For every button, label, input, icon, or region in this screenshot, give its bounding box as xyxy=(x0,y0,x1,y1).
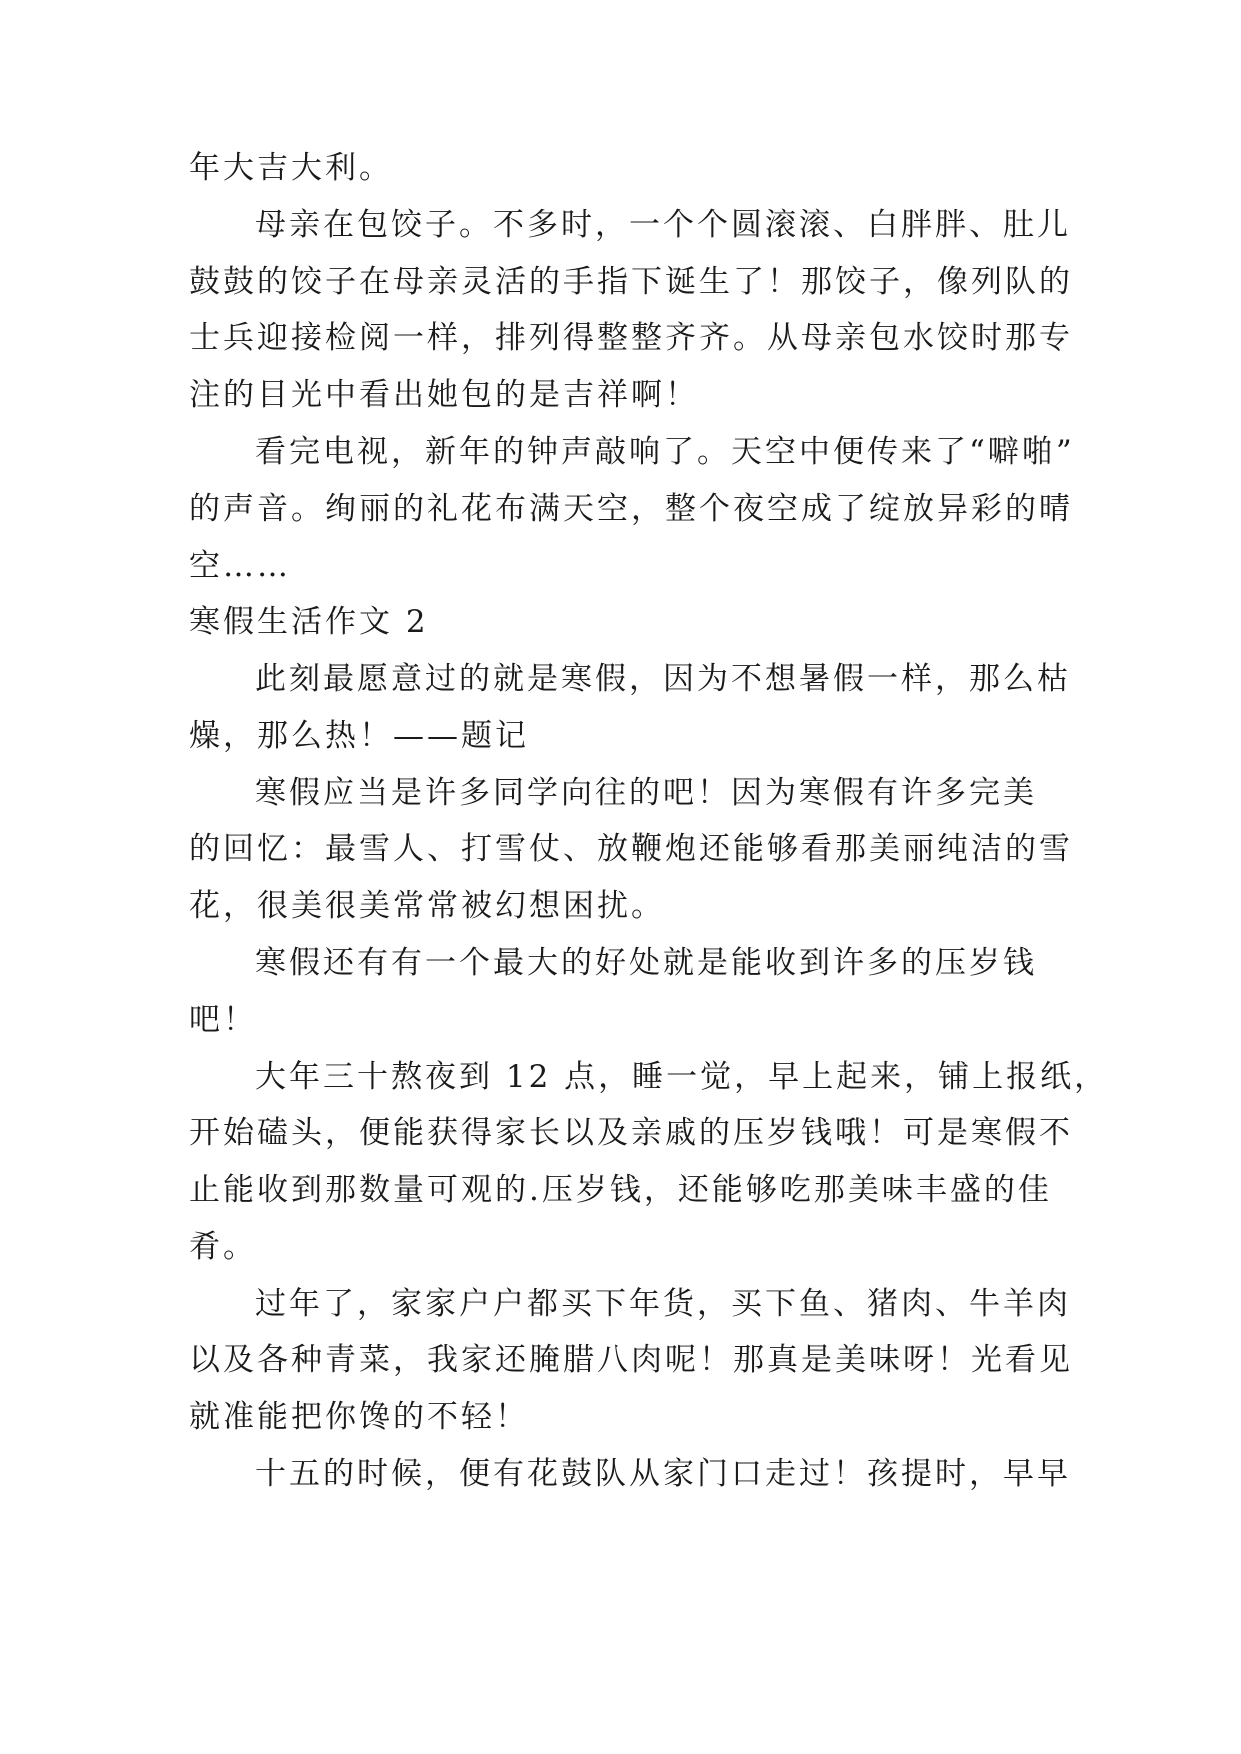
paragraph-start: 寒假应当是许多同学向往的吧！因为寒假有许多完美 xyxy=(255,775,1037,811)
text-line: 吧！ xyxy=(189,1002,257,1038)
section-heading: 寒假生活作文 2 xyxy=(189,604,429,640)
text-line: 花，很美很美常常被幻想困扰。 xyxy=(189,888,665,924)
text-line: 年大吉大利。 xyxy=(189,150,393,186)
paragraph-start: 此刻最愿意过的就是寒假，因为不想暑假一样，那么枯 xyxy=(255,661,1071,697)
paragraph-start: 过年了，家家户户都买下年货，买下鱼、猪肉、牛羊肉 xyxy=(255,1286,1071,1322)
paragraph-start: 母亲在包饺子。不多时，一个个圆滚滚、白胖胖、肚儿 xyxy=(255,207,1071,243)
text-line: 鼓鼓的饺子在母亲灵活的手指下诞生了！那饺子，像列队的 xyxy=(189,264,1073,300)
paragraph-start: 十五的时候，便有花鼓队从家门口走过！孩提时，早早 xyxy=(255,1456,1071,1492)
text-line: 注的目光中看出她包的是吉祥啊！ xyxy=(189,377,699,413)
paragraph-start: 大年三十熬夜到 12 点，睡一觉，早上起来，铺上报纸， xyxy=(255,1059,1109,1095)
text-line: 燥，那么热！——题记 xyxy=(189,718,529,754)
paragraph-start: 看完电视，新年的钟声敲响了。天空中便传来了“噼啪” xyxy=(255,434,1075,470)
text-line: 的回忆：最雪人、打雪仗、放鞭炮还能够看那美丽纯洁的雪 xyxy=(189,831,1073,867)
text-line: 就准能把你馋的不轻！ xyxy=(189,1399,529,1435)
text-line: 士兵迎接检阅一样，排列得整整齐齐。从母亲包水饺时那专 xyxy=(189,320,1073,356)
text-line: 空…… xyxy=(189,548,291,584)
text-line: 肴。 xyxy=(189,1229,257,1265)
text-line: 开始磕头，便能获得家长以及亲戚的压岁钱哦！可是寒假不 xyxy=(189,1115,1073,1151)
paragraph-start: 寒假还有有一个最大的好处就是能收到许多的压岁钱 xyxy=(255,945,1037,981)
text-line: 以及各种青菜，我家还腌腊八肉呢！那真是美味呀！光看见 xyxy=(189,1342,1073,1378)
text-line: 的声音。绚丽的礼花布满天空，整个夜空成了绽放异彩的晴 xyxy=(189,491,1073,527)
text-line: 止能收到那数量可观的.压岁钱，还能够吃那美味丰盛的佳 xyxy=(189,1172,1052,1208)
